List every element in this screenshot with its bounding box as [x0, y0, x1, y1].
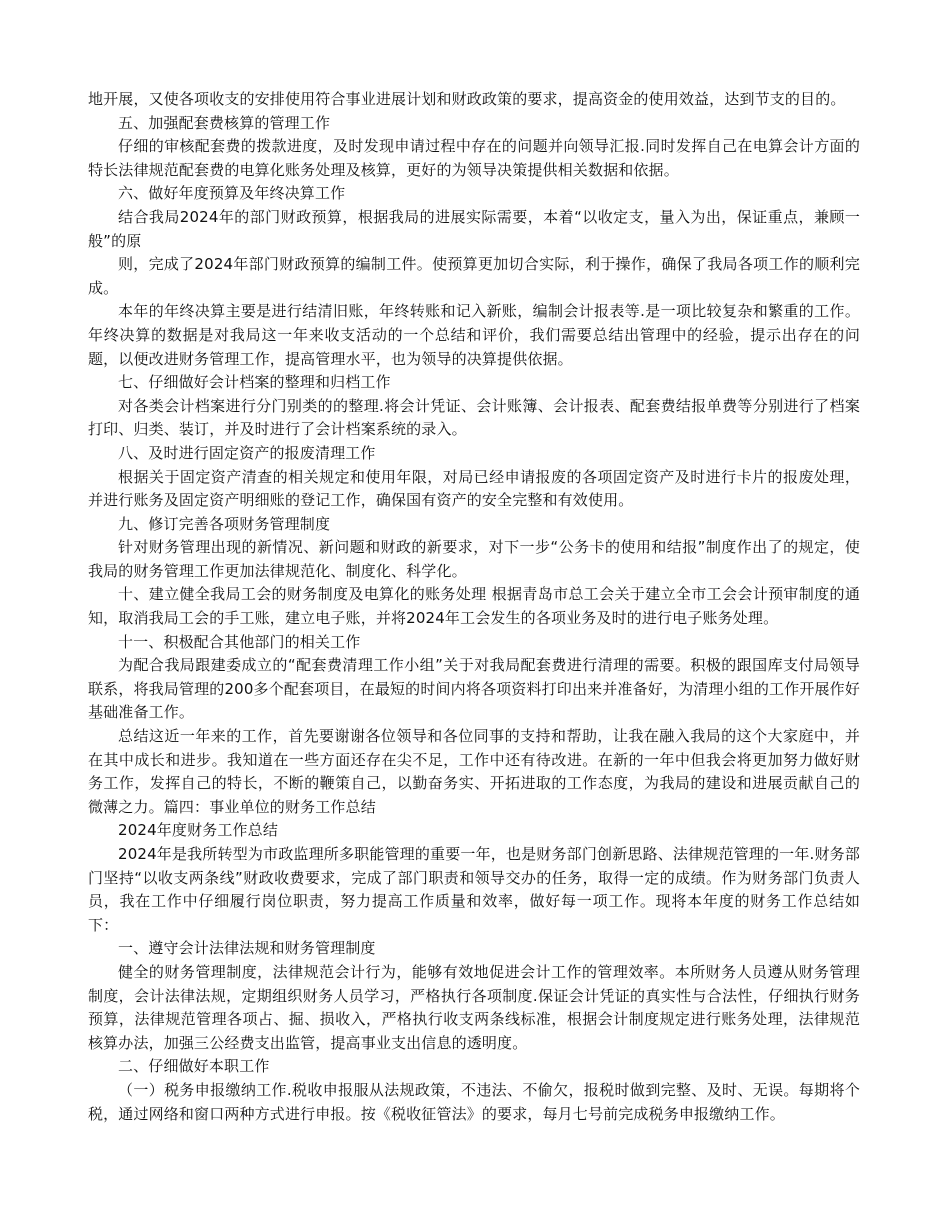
section-heading: 一、遵守会计法律法规和财务管理制度 [118, 939, 376, 958]
body-paragraph: 根据关于固定资产清查的相关规定和使用年限，对局已经申请报废的各项固定资产及时进行卡片的报废处理，并进行账务及固定资产明细账的登记工作，确保国有资产的安全完整和有效使用。 [88, 467, 860, 510]
section-heading: 九、修订完善各项财务管理制度 [118, 514, 331, 533]
body-paragraph: 则，完成了2024年部门财政预算的编制工件。使预算更加切合实际，利于操作，确保了我局各项工作的顺利完成。 [88, 255, 860, 297]
body-paragraph: 地开展，又使各项收支的安排使用符合事业进展计划和财政政策的要求，提高资金的使用效益，达到节支的目的。 [88, 90, 846, 108]
body-paragraph: 为配合我局跟建委成立的“配套费清理工作小组”关于对我局配套费进行清理的需要。积极的跟国库支付局领导联系，将我局管理的200多个配套项目，在最短的时间内将各项资料打印出来并准备好，为清理小组的工作开展作好基础准备工作。 [88, 656, 860, 722]
body-paragraph: 仔细的审核配套费的拨款进度，及时发现申请过程中存在的问题并向领导汇报.同时发挥自己在电算会计方面的特长法律规范配套费的电算化账务处理及核算，更好的为领导决策提供相关数据和依据。 [88, 137, 860, 179]
section-heading: 二、仔细做好本职工作 [118, 1057, 270, 1076]
section-heading: 七、仔细做好会计档案的整理和归档工作 [118, 373, 391, 392]
section-heading: 十一、积极配合其他部门的相关工作 [118, 632, 361, 651]
body-paragraph: 十、建立健全我局工会的财务制度及电算化的账务处理 根据青岛市总工会关于建立全市工会会计预审制度的通知，取消我局工会的手工账，建立电子账，并将2024年工会发生的各项业务及时的进行电子账务处理。 [88, 585, 860, 628]
body-paragraph: 对各类会计档案进行分门别类的的整理.将会计凭证、会计账簿、会计报表、配套费结报单费等分别进行了档案打印、归类、装订，并及时进行了会计档案系统的录入。 [88, 396, 860, 439]
document-page [88, 88, 860, 1126]
body-paragraph: 健全的财务管理制度，法律规范会计行为，能够有效地促进会计工作的管理效率。本所财务人员遵从财务管理制度，会计法律法规，定期组织财务人员学习，严格执行各项制度.保证会计凭证的真实性与合法性，仔细执行财务预算，法律规范管理各项占、掘、损收入，严格执行收支两条线标准，根据会计制度规定进行账务处理，法律规范核算办法，加强三公经费支出监管，提高事业支出信息的透明度。 [88, 962, 860, 1052]
body-paragraph: 2024年是我所转型为市政监理所多职能管理的重要一年，也是财务部门创新思路、法律规范管理的一年.财务部门坚持“以收支两条线”财政收费要求，完成了部门职责和领导交办的任务，取得一定的成绩。作为财务部门负责人员，我在工作中仔细履行岗位职责，努力提高工作质量和效率，做好每一项工作。现将本年度的财务工作总结如下： [88, 845, 860, 934]
body-paragraph: 总结这近一年来的工作，首先要谢谢各位领导和各位同事的支持和帮助，让我在融入我局的这个大家庭中，并在其中成长和进步。我知道在一些方面还存在尖不足，工作中还有待改进。在新的一年中但我会将更加努力做好财务工作，发挥自己的特长，不断的鞭策自己，以勤奋务实、开拓进取的工作态度，为我局的建设和进展贡献自己的微薄之力。篇四：事业单位的财务工作总结 [88, 727, 860, 816]
body-paragraph: （一）税务申报缴纳工作.税收申报服从法规政策，不违法、不偷欠，报税时做到完整、及时、无误。每期将个税，通过网络和窗口两种方式进行申报。按《税收征管法》的要求，每月七号前完成税务申报缴纳工作。 [88, 1080, 860, 1123]
section-heading: 五、加强配套费核算的管理工作 [118, 113, 331, 132]
body-paragraph: 针对财务管理出现的新情况、新问题和财政的新要求，对下一步“公务卡的使用和结报”制度作出了的规定，使我局的财务管理工作更加法律规范化、制度化、科学化。 [88, 538, 860, 580]
section-heading: 六、做好年度预算及年终决算工作 [118, 184, 346, 203]
section-heading: 2024年度财务工作总结 [118, 821, 278, 840]
body-paragraph: 结合我局2024年的部门财政预算，根据我局的进展实际需要，本着“以收定支，量入为出，保证重点，兼顾一般”的原 [88, 207, 860, 250]
body-paragraph: 本年的年终决算主要是进行结清旧账，年终转账和记入新账，编制会计报表等.是一项比较复杂和繁重的工作。年终决算的数据是对我局这一年来收支活动的一个总结和评价，我们需要总结出管理中的经验，提示出存在的问题，以便改进财务管理工作，提高管理水平，也为领导的决算提供依据。 [88, 302, 860, 368]
section-heading: 八、及时进行固定资产的报废清理工作 [118, 443, 376, 462]
